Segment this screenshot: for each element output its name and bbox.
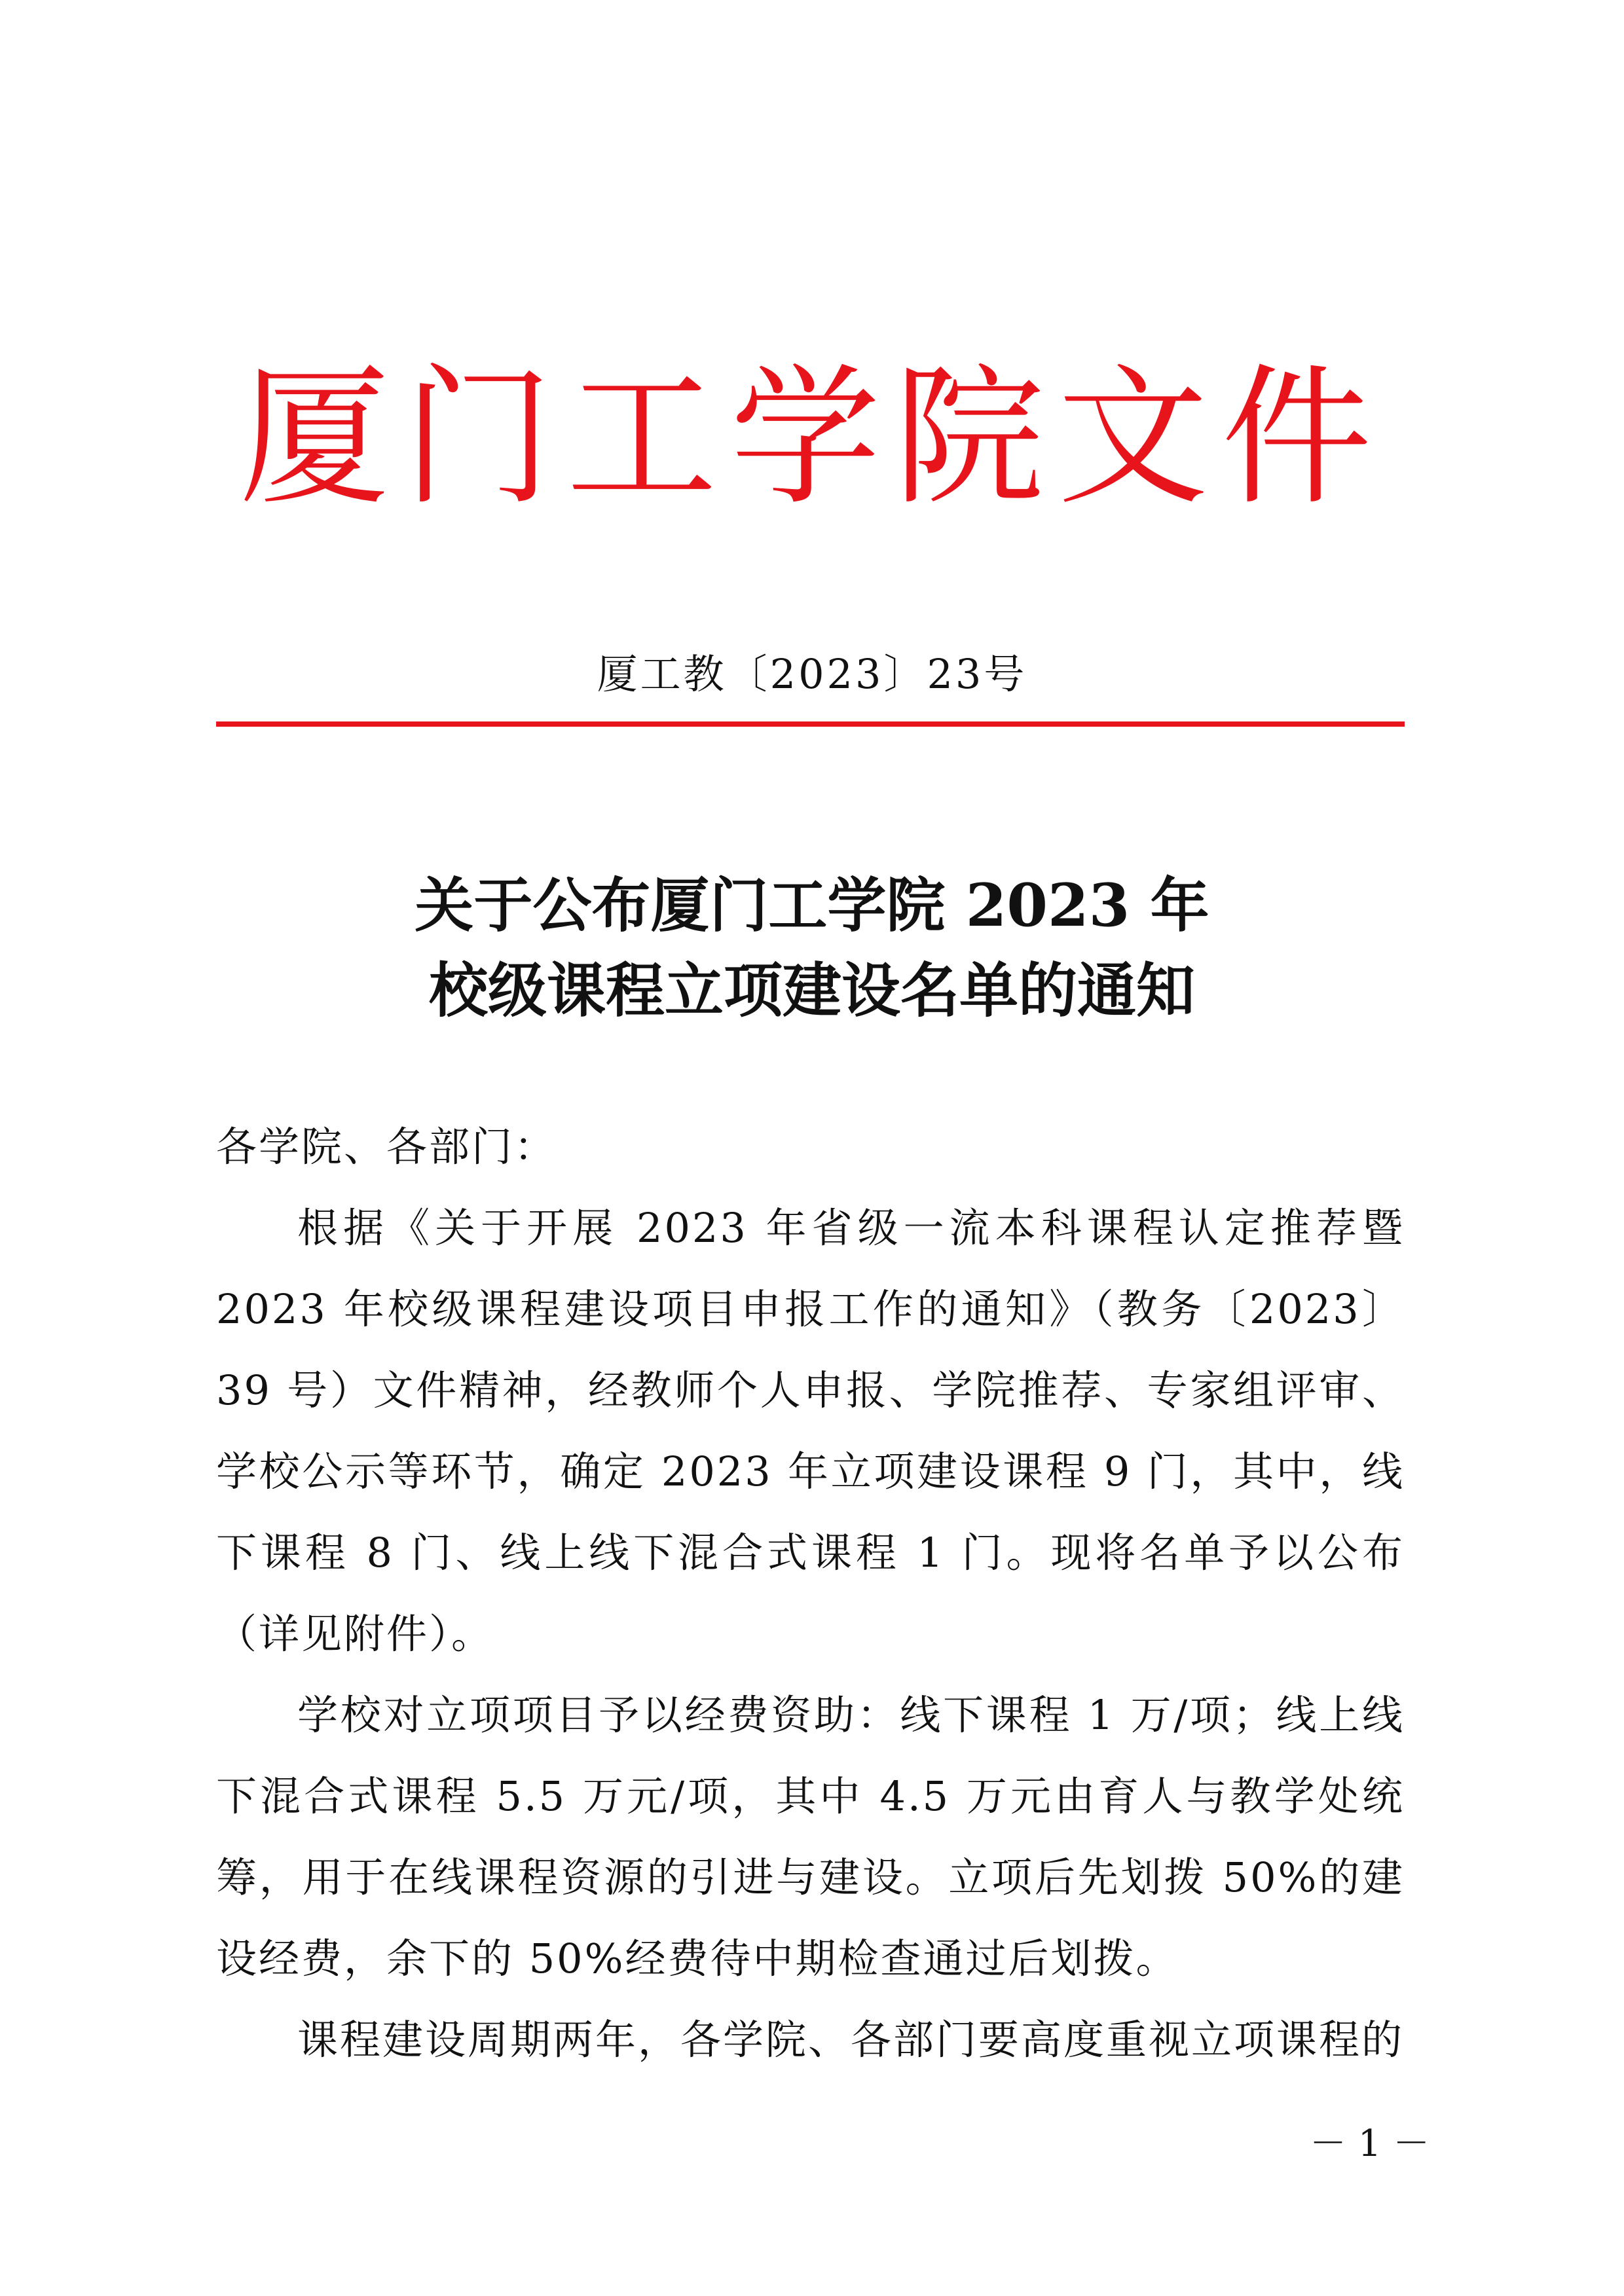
document-number: 厦工教〔2023〕23号 — [597, 650, 1027, 698]
red-separator-line — [216, 721, 1405, 727]
notice-title — [0, 863, 1624, 1033]
page-number: － 1 － — [1310, 2123, 1430, 2165]
salutation: 各学院、各部门： — [216, 1123, 557, 1171]
body-paragraph: 学校对立项项目予以经费资助：线下课程 1 万/项；线上线下混合式课程 5.5 万元/项，其中 4.5 万元由育人与教学处统筹，用于在线课程资源的引进与建设。立项后先划拨 50%的建设经费，余下的 50%经费待中期检查通过后划拨。 — [216, 1691, 1405, 1982]
notice-title-line-2: 校级课程立项建设名单的通知 — [429, 956, 1195, 1025]
body-paragraph: 根据《关于开展 2023 年省级一流本科课程认定推荐暨 2023 年校级课程建设项目申报工作的通知》（教务〔2023〕39 号）文件精神，经教师个人申报、学院推荐、专家组评审、学校公示等环节，确定 2023 年立项建设课程 9 门，其中，线下课程 8 门、线上线下混合式课程 1 门。现将名单予以公布（详见附件）。 — [216, 1204, 1405, 1658]
notice-title-line-1: 关于公布厦门工学院 2023 年 — [415, 871, 1209, 940]
issuing-organization-title: 厦门工学院文件 — [238, 351, 1385, 526]
notice-body — [216, 1106, 1405, 2081]
body-paragraph: 课程建设周期两年，各学院、各部门要高度重视立项课程的 — [297, 2016, 1405, 2064]
